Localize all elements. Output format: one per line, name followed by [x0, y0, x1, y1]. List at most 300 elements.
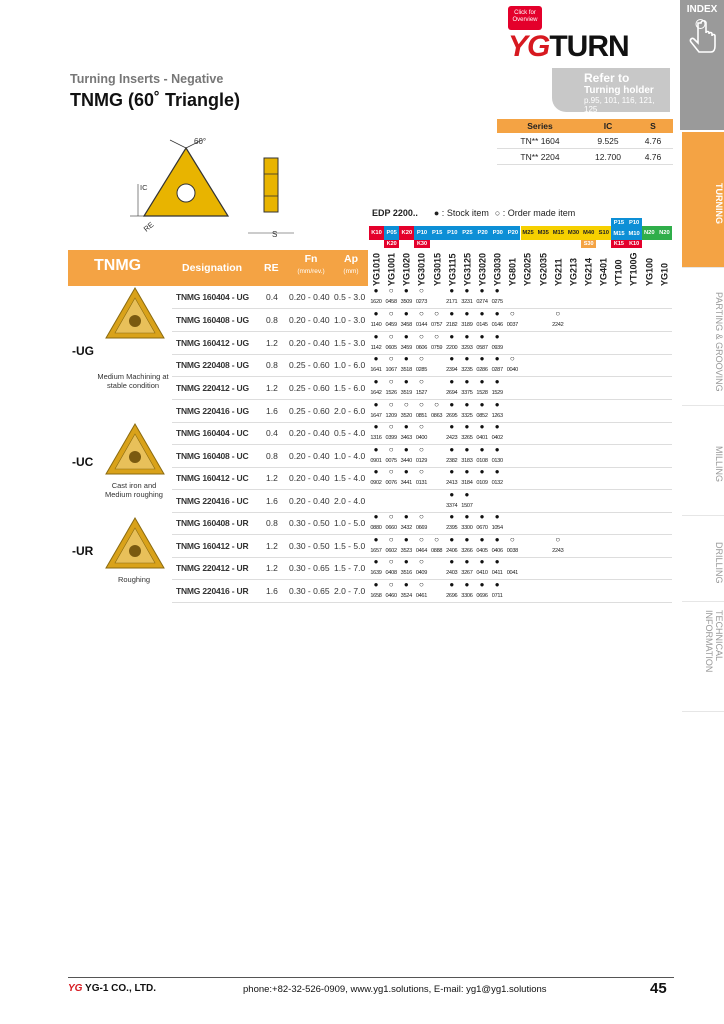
- iso-group-strip: [369, 218, 672, 248]
- stock-mark: ●: [464, 400, 470, 409]
- edp-code: 0461: [415, 593, 428, 599]
- s-label: S: [272, 230, 278, 239]
- iso-group-sub: K15: [611, 240, 626, 248]
- iso-group-label: P30: [492, 230, 503, 236]
- fn-cell: 0.30 - 0.50: [289, 518, 330, 528]
- table-row: [172, 286, 672, 309]
- stock-mark: ○: [403, 400, 409, 409]
- ap-cell: 1.0 - 3.0: [334, 315, 366, 325]
- iso-group-label: P20: [477, 230, 488, 236]
- tab-technical-information[interactable]: TECHNICAL INFORMATION: [682, 602, 724, 712]
- stock-mark: ○: [419, 286, 424, 295]
- ap-header: Ap (mm): [343, 253, 359, 275]
- stock-mark: ○: [388, 512, 394, 521]
- designation-cell: TNMG 160412 - UR: [176, 541, 249, 551]
- edp-code: 3519: [400, 390, 412, 396]
- stock-mark: ●: [479, 354, 485, 363]
- edp-code: 3183: [461, 458, 473, 464]
- tab-turning[interactable]: TURNING: [682, 132, 724, 268]
- grade-column-header: YG3020: [477, 252, 488, 286]
- stock-mark: ●: [479, 400, 485, 409]
- fn-cell: 0.25 - 0.60: [289, 360, 330, 370]
- stock-mark: ○: [388, 445, 394, 454]
- stock-mark: ○: [509, 535, 515, 544]
- stock-mark: ○: [419, 354, 424, 363]
- series-row: TN** 2204 12.700 4.76: [497, 149, 673, 165]
- stock-mark: ●: [449, 286, 455, 295]
- tab-parting-grooving[interactable]: PARTING & GROOVING: [682, 270, 724, 406]
- grade-column-header: YG801: [507, 257, 518, 286]
- index-label: INDEX: [686, 4, 718, 15]
- re-cell: 1.2: [266, 473, 278, 483]
- edp-code: 0670: [476, 525, 488, 531]
- stock-mark: ●: [464, 332, 470, 341]
- edp-code: 1142: [370, 345, 382, 351]
- edp-code: 3231: [461, 299, 473, 305]
- iso-group-cell: [521, 226, 536, 240]
- edp-code: 0145: [476, 322, 488, 328]
- table-row: [172, 309, 672, 332]
- stock-mark: ●: [494, 557, 500, 566]
- stock-mark: ○: [419, 535, 424, 544]
- grade-column-header: YG3030: [492, 252, 503, 286]
- stock-mark: ●: [464, 490, 470, 499]
- edp-code: 0606: [415, 345, 428, 351]
- edp-code: 3463: [400, 435, 412, 441]
- stock-mark: ●: [494, 580, 500, 589]
- iso-group-cell: [551, 226, 566, 240]
- stock-mark: ●: [494, 535, 500, 544]
- edp-code: 0863: [430, 413, 443, 419]
- iso-group-label: S10: [598, 230, 609, 236]
- iso-group-label: N20: [659, 230, 670, 236]
- stock-mark: ○: [388, 580, 394, 589]
- stock-mark: ●: [403, 557, 409, 566]
- edp-code: 3265: [461, 435, 473, 441]
- edp-code: 0129: [415, 458, 428, 464]
- stock-mark: ●: [449, 535, 455, 544]
- iso-group-top: P10: [628, 220, 640, 226]
- stock-mark: ●: [464, 286, 470, 295]
- edp-code: 1067: [385, 367, 397, 373]
- stock-mark: ●: [403, 422, 409, 431]
- fn-cell: 0.30 - 0.65: [289, 563, 330, 573]
- stock-mark: ○: [419, 332, 424, 341]
- edp-code: 3518: [400, 367, 412, 373]
- edp-code: 0273: [415, 299, 428, 305]
- table-row: [172, 490, 672, 513]
- stock-legend: ● : Stock item: [433, 208, 489, 218]
- edp-code: 3440: [400, 458, 412, 464]
- stock-mark: ●: [479, 286, 485, 295]
- edp-code: 0711: [491, 593, 503, 599]
- edp-code: 0411: [491, 570, 503, 576]
- edp-code: 0038: [506, 548, 518, 554]
- ap-cell: 1.5 - 4.0: [334, 473, 366, 483]
- iso-group-cell: [490, 226, 505, 240]
- edp-code: 0130: [491, 458, 503, 464]
- refer-line2: Turning holder: [584, 85, 654, 96]
- edp-code: 3509: [400, 299, 412, 305]
- stock-mark: ●: [464, 445, 470, 454]
- edp-label: EDP 2200..: [372, 208, 418, 218]
- overview-button[interactable]: Click for Overview: [508, 6, 542, 30]
- stock-mark: ●: [403, 580, 409, 589]
- edp-code: 1620: [370, 299, 382, 305]
- designation-cell: TNMG 220416 - UG: [176, 406, 249, 416]
- iso-group-label: M30: [567, 230, 580, 236]
- table-row: [172, 332, 672, 355]
- stock-mark: ○: [419, 422, 424, 431]
- group-uc-desc: Cast iron and Medium roughing: [105, 481, 163, 499]
- fn-cell: 0.20 - 0.40: [289, 428, 330, 438]
- table-row: [172, 354, 672, 377]
- re-cell: 1.2: [266, 383, 278, 393]
- edp-code: 2403: [446, 570, 458, 576]
- stock-mark: ○: [388, 422, 394, 431]
- designation-cell: TNMG 220412 - UG: [176, 383, 249, 393]
- edp-code: 1527: [415, 390, 428, 396]
- table-row: [172, 467, 672, 490]
- stock-mark: ○: [388, 354, 394, 363]
- edp-code: 0410: [476, 570, 488, 576]
- designation-cell: TNMG 160404 - UG: [176, 292, 249, 302]
- ic-label: IC: [140, 183, 148, 192]
- edp-code: 3520: [400, 413, 412, 419]
- grade-column-header: YG3010: [416, 252, 427, 286]
- uc-insert-image: [104, 422, 166, 476]
- iso-group-label: P05: [386, 230, 397, 236]
- edp-code: 0274: [476, 299, 488, 305]
- footer-divider: [68, 977, 674, 978]
- edp-code: 0602: [385, 548, 397, 554]
- stock-mark: ●: [373, 354, 379, 363]
- grade-column-header: YG2035: [538, 252, 549, 286]
- insert-triangle: [144, 148, 228, 216]
- edp-code: 0696: [476, 593, 488, 599]
- designation-cell: TNMG 220416 - UR: [176, 586, 249, 596]
- designation-cell: TNMG 160412 - UC: [176, 473, 249, 483]
- series-table-header: Series IC S: [497, 119, 673, 133]
- fn-cell: 0.20 - 0.40: [289, 338, 330, 348]
- stock-mark: ●: [464, 580, 470, 589]
- page-title: TNMG (60˚ Triangle): [70, 90, 241, 110]
- edp-code: 3306: [461, 593, 473, 599]
- ap-cell: 0.5 - 4.0: [334, 428, 366, 438]
- edp-code: 0146: [491, 322, 503, 328]
- edp-code: 2406: [446, 548, 458, 554]
- grade-column-header: YG3015: [432, 252, 443, 286]
- table-header: [68, 250, 368, 286]
- designation-cell: TNMG 160408 - UC: [176, 451, 249, 461]
- edp-code: 0076: [385, 480, 397, 486]
- ap-cell: 2.0 - 6.0: [334, 406, 366, 416]
- stock-mark: ●: [479, 377, 485, 386]
- edp-code: 0408: [385, 570, 397, 576]
- stock-mark: ●: [449, 354, 455, 363]
- iso-group-sub: K20: [384, 240, 399, 248]
- yg-turn-logo: YGTURN: [508, 30, 629, 63]
- stock-mark: ●: [449, 422, 455, 431]
- iso-group-cell: [581, 226, 596, 240]
- edp-code: 2382: [446, 458, 458, 464]
- iso-group-cell: [642, 226, 657, 240]
- stock-mark: ●: [403, 354, 409, 363]
- edp-code: 0759: [430, 345, 443, 351]
- stock-mark: ●: [373, 557, 379, 566]
- table-row: [172, 557, 672, 580]
- stock-mark: ●: [464, 422, 470, 431]
- stock-mark: ●: [449, 377, 455, 386]
- stock-mark: ○: [509, 354, 515, 363]
- stock-mark: ●: [494, 309, 500, 318]
- edp-code: 0401: [476, 435, 488, 441]
- stock-mark: ●: [403, 332, 409, 341]
- iso-group-label: M10: [628, 231, 640, 237]
- stock-mark: ○: [434, 332, 440, 341]
- edp-code: 0605: [385, 345, 397, 351]
- stock-mark: ●: [464, 512, 470, 521]
- edp-code: 3441: [400, 480, 412, 486]
- edp-code: 1507: [461, 503, 473, 509]
- edp-code: 2243: [552, 548, 564, 554]
- re-cell: 0.4: [266, 292, 278, 302]
- stock-mark: ○: [419, 445, 424, 454]
- iso-group-label: M15: [613, 231, 625, 237]
- edp-code: 2413: [446, 480, 458, 486]
- stock-mark: ○: [434, 309, 440, 318]
- stock-mark: ●: [373, 512, 379, 521]
- iso-group-cell: [460, 226, 475, 240]
- stock-mark: ●: [373, 580, 379, 589]
- fn-cell: 0.20 - 0.40: [289, 473, 330, 483]
- series-table: [497, 119, 673, 165]
- edp-code: 1642: [370, 390, 382, 396]
- ap-cell: 1.5 - 6.0: [334, 383, 366, 393]
- re-cell: 1.6: [266, 496, 278, 506]
- iso-group-label: P15: [432, 230, 443, 236]
- edp-code: 0460: [385, 593, 397, 599]
- edp-code: 0888: [430, 548, 443, 554]
- iso-group-top: P15: [613, 220, 625, 226]
- insert-dimension-diagram: [110, 132, 310, 244]
- edp-code: 0464: [415, 548, 428, 554]
- grade-column-header: YG3125: [462, 252, 473, 286]
- stock-mark: ●: [464, 557, 470, 566]
- ap-cell: 0.5 - 3.0: [334, 292, 366, 302]
- iso-group-label: M15: [552, 230, 564, 236]
- ap-cell: 1.0 - 4.0: [334, 451, 366, 461]
- stock-mark: ●: [373, 535, 379, 544]
- stock-mark: ○: [419, 512, 424, 521]
- edp-code: 1316: [370, 435, 382, 441]
- edp-code: 2696: [446, 593, 458, 599]
- stock-mark: ●: [373, 309, 379, 318]
- tab-drilling[interactable]: DRILLING: [682, 516, 724, 602]
- stock-mark: ●: [373, 467, 379, 476]
- edp-code: 0075: [385, 458, 397, 464]
- edp-code: 2242: [552, 322, 564, 328]
- stock-mark: ○: [509, 309, 515, 318]
- re-header: RE: [264, 262, 279, 274]
- grade-column-header: YT100: [613, 259, 624, 286]
- refer-to-holder-link[interactable]: [552, 68, 670, 112]
- stock-mark: ●: [449, 332, 455, 341]
- stock-mark: ●: [403, 467, 409, 476]
- iso-group-label: P10: [416, 230, 428, 236]
- re-cell: 0.4: [266, 428, 278, 438]
- ap-cell: 1.0 - 6.0: [334, 360, 366, 370]
- re-cell: 0.8: [266, 315, 278, 325]
- stock-mark: ●: [464, 467, 470, 476]
- iso-group-sub: K30: [414, 240, 429, 248]
- table-row: [172, 535, 672, 558]
- edp-code: 3374: [446, 503, 458, 509]
- stock-mark: ●: [494, 400, 500, 409]
- stock-mark: ●: [494, 286, 500, 295]
- edp-code: 3184: [461, 480, 473, 486]
- stock-mark: ●: [373, 286, 379, 295]
- edp-code: 0402: [491, 435, 503, 441]
- designation-cell: TNMG 160404 - UC: [176, 428, 249, 438]
- tab-milling[interactable]: MILLING: [682, 406, 724, 516]
- stock-mark: ○: [419, 309, 424, 318]
- re-cell: 1.6: [266, 586, 278, 596]
- edp-code: 1526: [385, 390, 397, 396]
- stock-mark: ●: [449, 512, 455, 521]
- stock-mark: ●: [373, 377, 379, 386]
- grade-header: [369, 250, 672, 286]
- refer-line1: Refer to: [584, 71, 630, 85]
- iso-group-cell: [627, 218, 642, 240]
- re-cell: 1.2: [266, 338, 278, 348]
- edp-code: 2694: [446, 390, 458, 396]
- edp-code: 1263: [491, 413, 503, 419]
- iso-group-cell: [445, 226, 460, 240]
- stock-mark: ●: [449, 490, 455, 499]
- stock-mark: ○: [419, 400, 424, 409]
- stock-mark: ●: [403, 445, 409, 454]
- stock-mark: ○: [388, 309, 394, 318]
- edp-code: 0851: [415, 413, 428, 419]
- iso-group-sub: S30: [581, 240, 596, 248]
- re-cell: 0.8: [266, 451, 278, 461]
- fn-header: Fn (mm/rev.): [297, 253, 325, 275]
- table-row: [172, 400, 672, 423]
- edp-code: 0275: [491, 299, 503, 305]
- iso-group-cell: [399, 226, 414, 240]
- iso-group-cell: [536, 226, 551, 240]
- iso-group-cell: [596, 226, 611, 240]
- iso-group-label: K10: [371, 230, 382, 236]
- stock-mark: ●: [449, 445, 455, 454]
- stock-mark: ●: [494, 332, 500, 341]
- edp-code: 3432: [400, 525, 412, 531]
- stock-mark: ○: [555, 309, 561, 318]
- stock-mark: ●: [479, 467, 485, 476]
- edp-code: 2171: [446, 299, 458, 305]
- stock-mark: ●: [373, 400, 379, 409]
- grade-column-header: YG3115: [447, 253, 458, 286]
- grade-column-header: YG401: [598, 257, 609, 286]
- ap-cell: 1.5 - 3.0: [334, 338, 366, 348]
- stock-mark: ●: [464, 354, 470, 363]
- grade-column-header: YT100G: [628, 252, 639, 286]
- edp-code: 0285: [415, 367, 428, 373]
- fn-cell: 0.20 - 0.40: [289, 292, 330, 302]
- refer-pages: p.95, 101, 116, 121, 125: [584, 96, 655, 114]
- stock-mark: ●: [464, 309, 470, 318]
- stock-mark: ●: [494, 512, 500, 521]
- iso-group-label: N20: [643, 230, 655, 236]
- grade-column-header: YG213: [568, 257, 579, 286]
- stock-mark: ●: [403, 512, 409, 521]
- stock-mark: ○: [388, 557, 394, 566]
- edp-code: 0037: [506, 322, 518, 328]
- edp-code: 1140: [370, 322, 382, 328]
- footer-company: YG YG-1 CO., LTD.: [68, 983, 156, 994]
- iso-group-label: P20: [507, 230, 519, 236]
- iso-group-cell: [414, 226, 429, 240]
- stock-mark: ●: [449, 400, 455, 409]
- edp-code: 0132: [491, 480, 503, 486]
- index-button[interactable]: [680, 0, 724, 130]
- ug-insert-image: [104, 286, 166, 340]
- grade-column-header: YG211: [553, 258, 564, 286]
- fn-cell: 0.25 - 0.60: [289, 406, 330, 416]
- iso-group-cell: [657, 226, 672, 240]
- iso-group-cell: [430, 226, 445, 240]
- grade-column-header: YG1001: [386, 252, 397, 286]
- grade-column-header: YG100: [644, 257, 655, 286]
- grade-column-header: YG214: [583, 257, 594, 286]
- ap-cell: 1.5 - 5.0: [334, 541, 366, 551]
- edp-code: 3267: [461, 570, 473, 576]
- edp-code: 0400: [415, 435, 428, 441]
- iso-group-label: K20: [401, 230, 413, 236]
- edp-code: 1641: [370, 367, 382, 373]
- table-row: [172, 512, 672, 535]
- table-row: [172, 580, 672, 603]
- stock-mark: ○: [419, 467, 424, 476]
- edp-code: 1657: [370, 548, 382, 554]
- stock-mark: ●: [403, 286, 409, 295]
- edp-code: 0660: [385, 525, 397, 531]
- edp-code: 3458: [400, 322, 412, 328]
- edp-code: 0040: [506, 367, 518, 373]
- iso-group-label: P10: [447, 230, 458, 236]
- table-row: [172, 422, 672, 445]
- edp-code: 1529: [491, 390, 503, 396]
- re-label: RE: [141, 220, 156, 234]
- stock-mark: ●: [449, 467, 455, 476]
- edp-code: 0286: [476, 367, 488, 373]
- edp-code: 0131: [415, 480, 428, 486]
- designation-cell: TNMG 160408 - UG: [176, 315, 249, 325]
- stock-mark: ○: [388, 400, 394, 409]
- edp-code: 0287: [491, 367, 503, 373]
- edp-code: 3300: [461, 525, 473, 531]
- group-uc-code: -UC: [72, 455, 94, 469]
- ap-cell: 2.0 - 4.0: [334, 496, 366, 506]
- edp-code: 1528: [476, 390, 488, 396]
- stock-mark: ●: [449, 309, 455, 318]
- grade-column-header: YG1010: [371, 252, 382, 286]
- edp-code: 2395: [446, 525, 458, 531]
- edp-code: 0880: [370, 525, 382, 531]
- re-cell: 0.8: [266, 518, 278, 528]
- stock-mark: ●: [479, 557, 485, 566]
